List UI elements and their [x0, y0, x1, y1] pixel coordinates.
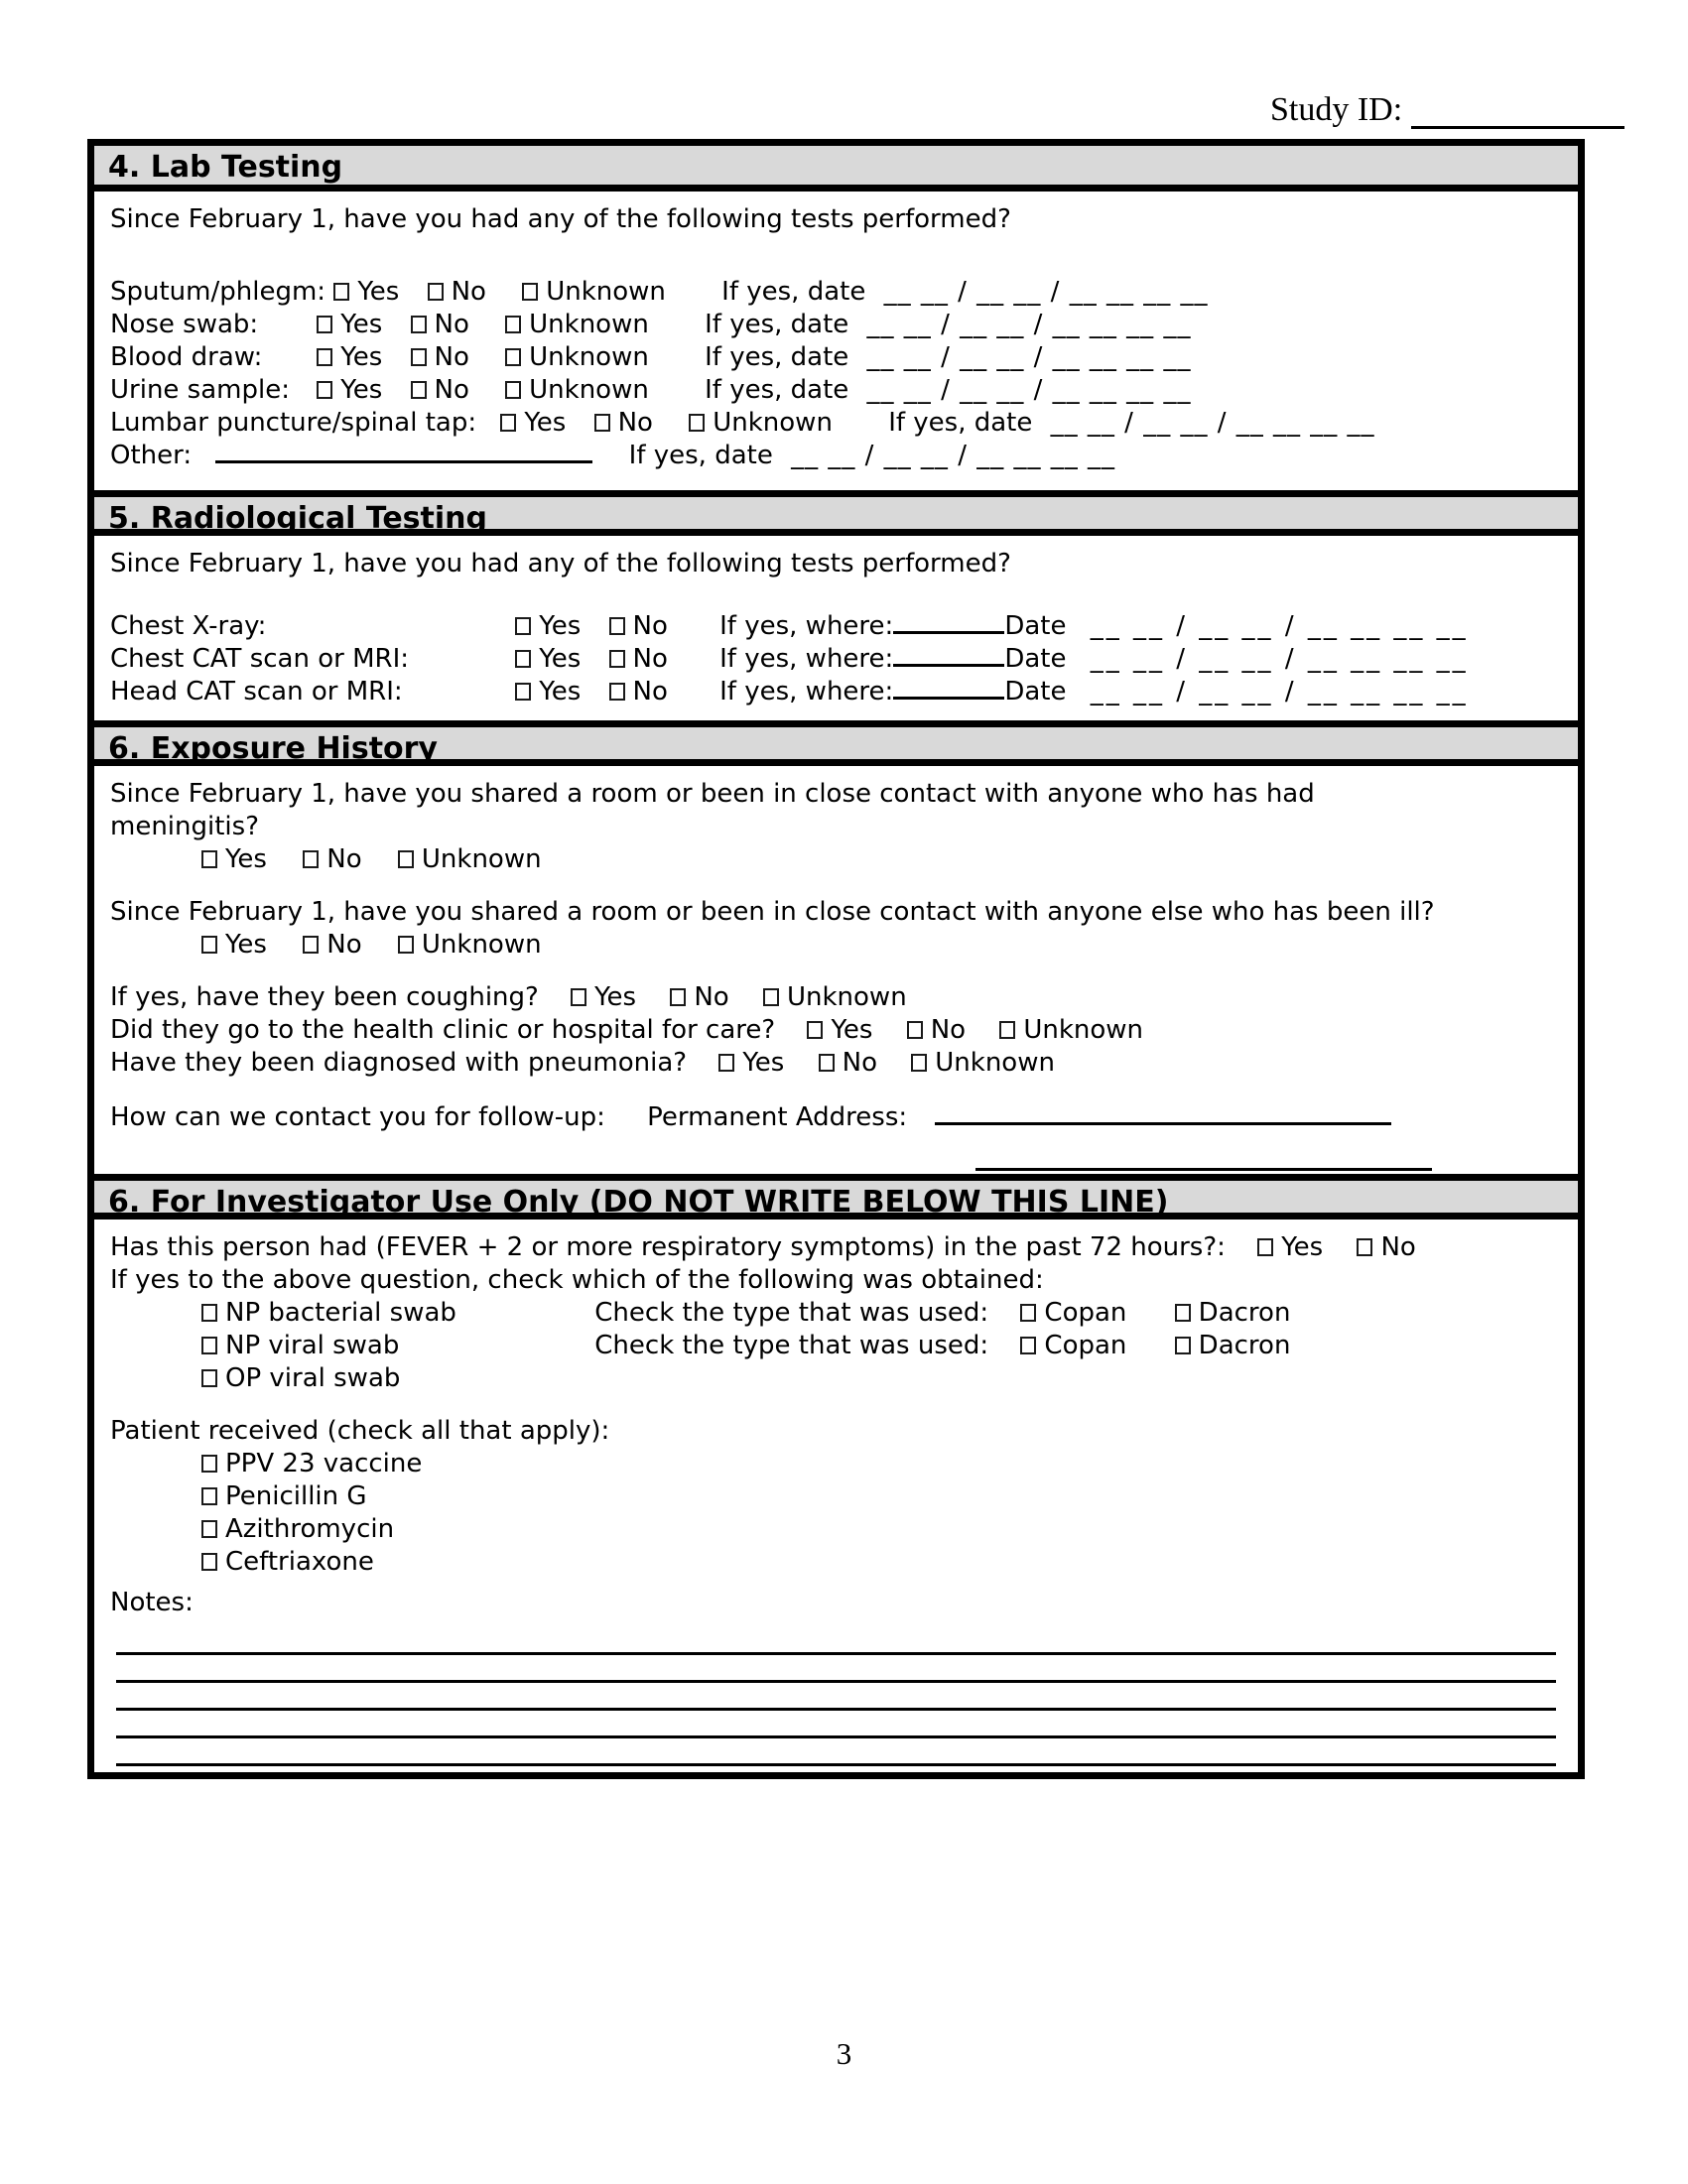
no-checkbox[interactable] — [670, 988, 686, 1006]
yes-label: Yes — [340, 375, 383, 405]
unknown-option — [505, 310, 649, 339]
date-blanks[interactable]: __ __ / __ __ / __ __ __ __ — [866, 342, 1192, 372]
yes-option — [515, 644, 581, 674]
yes-label: Yes — [539, 611, 582, 641]
date-blanks[interactable]: __ __ / __ __ / __ __ __ __ — [1090, 677, 1469, 707]
nose-swab-label: Nose swab: — [110, 310, 259, 339]
penicillin-checkbox[interactable] — [201, 1487, 217, 1505]
sputum-label: Sputum/phlegm: — [110, 277, 326, 307]
notes-line[interactable] — [116, 1683, 1556, 1711]
study-id-header — [1270, 91, 1624, 129]
unknown-option — [522, 277, 666, 307]
coughing-question: If yes, have they been coughing? — [110, 982, 539, 1012]
investigator-section-title: 6. For Investigator Use Only (DO NOT WRITE BELOW THIS LINE) — [108, 1185, 1169, 1220]
yes-checkbox[interactable] — [317, 316, 332, 333]
unknown-checkbox[interactable] — [522, 283, 538, 301]
permanent-address-blank-2[interactable] — [975, 1134, 1432, 1171]
no-checkbox[interactable] — [819, 1054, 835, 1072]
chest-cat-row — [110, 643, 1562, 676]
yes-label: Yes — [340, 310, 383, 339]
yes-option — [317, 342, 382, 372]
date-blanks[interactable]: __ __ / __ __ / __ __ __ __ — [791, 441, 1116, 470]
yes-checkbox[interactable] — [333, 283, 349, 301]
unknown-checkbox[interactable] — [398, 936, 414, 954]
no-option — [609, 644, 668, 674]
yes-checkbox[interactable] — [718, 1054, 734, 1072]
exposure-section-title: 6. Exposure History — [108, 731, 438, 766]
no-checkbox[interactable] — [609, 617, 625, 635]
notes-label: Notes: — [110, 1588, 194, 1617]
sputum-row — [110, 276, 1562, 309]
date-blanks[interactable]: __ __ / __ __ / __ __ __ __ — [1050, 408, 1375, 438]
followup-label: How can we contact you for follow-up: — [110, 1102, 605, 1132]
no-option — [609, 611, 668, 641]
yes-checkbox[interactable] — [201, 850, 217, 868]
copan-option — [1020, 1298, 1126, 1328]
where-blank[interactable] — [893, 644, 1004, 667]
unknown-checkbox[interactable] — [689, 414, 705, 432]
check-type-label: Check the type that was used: — [594, 1298, 989, 1328]
copan-checkbox[interactable] — [1020, 1304, 1036, 1322]
no-checkbox[interactable] — [411, 316, 427, 333]
no-option — [819, 1048, 877, 1078]
no-option — [670, 982, 728, 1012]
no-option — [1357, 1232, 1415, 1262]
study-id-blank[interactable] — [1411, 92, 1624, 129]
chest-cat-label: Chest CAT scan or MRI: — [110, 644, 410, 674]
other-test-row — [110, 440, 1562, 472]
no-label: No — [632, 611, 668, 641]
no-option — [411, 310, 469, 339]
no-option — [411, 342, 469, 372]
exposure-question-ill: Since February 1, have you shared a room or been in close contact with anyone else who has been ill? — [110, 897, 1435, 927]
yes-checkbox[interactable] — [515, 683, 531, 701]
unknown-label: Unknown — [421, 930, 542, 960]
section-header-investigator — [94, 1174, 1578, 1220]
radiology-section-title: 5. Radiological Testing — [108, 501, 487, 536]
no-checkbox[interactable] — [609, 650, 625, 668]
np-viral-swab-option — [201, 1330, 567, 1362]
other-test-label: Other: — [110, 441, 193, 470]
dacron-option — [1175, 1298, 1291, 1328]
unknown-checkbox[interactable] — [999, 1021, 1015, 1039]
copan-checkbox[interactable] — [1020, 1337, 1036, 1354]
np-viral-swab-checkbox[interactable] — [201, 1337, 217, 1354]
section-header-exposure — [94, 720, 1578, 766]
date-blanks[interactable]: __ __ / __ __ / __ __ __ __ — [1090, 611, 1469, 641]
ill-answers — [110, 929, 1562, 962]
no-option — [907, 1015, 966, 1045]
no-label: No — [617, 408, 653, 438]
date-blanks[interactable]: __ __ / __ __ / __ __ __ __ — [1090, 644, 1469, 674]
no-checkbox[interactable] — [594, 414, 610, 432]
no-label: No — [694, 982, 729, 1012]
meningitis-answers — [110, 843, 1562, 876]
yes-checkbox[interactable] — [317, 381, 332, 399]
no-label: No — [326, 844, 362, 874]
unknown-option — [505, 375, 649, 405]
azithromycin-checkbox[interactable] — [201, 1520, 217, 1538]
yes-option — [333, 277, 399, 307]
head-cat-label: Head CAT scan or MRI: — [110, 677, 403, 707]
chest-xray-label: Chest X-ray: — [110, 611, 267, 641]
copan-label: Copan — [1044, 1298, 1127, 1328]
unknown-label: Unknown — [529, 342, 649, 372]
ppv23-checkbox[interactable] — [201, 1455, 217, 1473]
no-checkbox[interactable] — [411, 348, 427, 366]
unknown-label: Unknown — [713, 408, 833, 438]
no-checkbox[interactable] — [411, 381, 427, 399]
np-bacterial-swab-label: NP bacterial swab — [225, 1298, 456, 1328]
copan-option — [1020, 1331, 1126, 1360]
no-label: No — [1380, 1232, 1416, 1262]
if-yes-where-label: If yes, where: — [719, 611, 894, 641]
date-word: Date — [1004, 644, 1067, 674]
penicillin-row — [201, 1480, 1562, 1513]
op-viral-swab-checkbox[interactable] — [201, 1369, 217, 1387]
unknown-option — [398, 930, 542, 960]
no-label: No — [434, 342, 469, 372]
chest-xray-row — [110, 610, 1562, 643]
azithromycin-row — [201, 1513, 1562, 1546]
followup-row — [110, 1101, 1562, 1134]
if-yes-date-label: If yes, date — [888, 408, 1033, 438]
unknown-option — [763, 982, 907, 1012]
ppv23-row — [201, 1448, 1562, 1480]
unknown-checkbox[interactable] — [505, 316, 521, 333]
np-bacterial-swab-row — [110, 1297, 1562, 1330]
section-body-exposure — [94, 766, 1578, 1174]
yes-checkbox[interactable] — [515, 617, 531, 635]
unknown-option — [911, 1048, 1055, 1078]
where-blank[interactable] — [893, 611, 1004, 634]
yes-option — [718, 1048, 784, 1078]
coughing-question-row — [110, 981, 1562, 1014]
urine-sample-row — [110, 374, 1562, 407]
if-yes-where-label: If yes, where: — [719, 644, 894, 674]
blood-draw-row — [110, 341, 1562, 374]
no-checkbox[interactable] — [303, 850, 319, 868]
head-cat-row — [110, 676, 1562, 708]
penicillin-label: Penicillin G — [225, 1481, 367, 1511]
blood-draw-label: Blood draw: — [110, 342, 263, 372]
if-yes-date-label: If yes, date — [705, 375, 849, 405]
yes-option — [515, 677, 581, 707]
no-checkbox[interactable] — [609, 683, 625, 701]
dacron-label: Dacron — [1198, 1298, 1291, 1328]
lumbar-puncture-label: Lumbar puncture/spinal tap: — [110, 408, 477, 438]
no-label: No — [326, 930, 362, 960]
yes-label: Yes — [225, 930, 267, 960]
yes-option — [1257, 1232, 1323, 1262]
no-option — [303, 844, 361, 874]
nose-swab-row — [110, 309, 1562, 341]
yes-checkbox[interactable] — [317, 348, 332, 366]
dacron-option — [1175, 1331, 1291, 1360]
patient-received-label: Patient received (check all that apply): — [110, 1416, 610, 1446]
notes-line[interactable] — [116, 1655, 1556, 1683]
np-viral-swab-label: NP viral swab — [225, 1331, 400, 1360]
notes-line[interactable] — [116, 1738, 1556, 1766]
radiology-intro: Since February 1, have you had any of the following tests performed? — [110, 549, 1011, 578]
yes-label: Yes — [539, 677, 582, 707]
unknown-label: Unknown — [935, 1048, 1055, 1078]
yes-option — [807, 1015, 872, 1045]
if-yes-date-label: If yes, date — [721, 277, 866, 307]
yes-checkbox[interactable] — [515, 650, 531, 668]
yes-option — [515, 611, 581, 641]
yes-option — [201, 930, 267, 960]
permanent-address-label: Permanent Address: — [647, 1102, 908, 1132]
lumbar-puncture-row — [110, 407, 1562, 440]
no-checkbox[interactable] — [303, 936, 319, 954]
date-word: Date — [1004, 677, 1067, 707]
yes-label: Yes — [340, 342, 383, 372]
yes-checkbox[interactable] — [500, 414, 516, 432]
no-checkbox[interactable] — [1357, 1238, 1372, 1256]
no-label: No — [842, 1048, 877, 1078]
where-blank[interactable] — [893, 677, 1004, 700]
no-label: No — [434, 375, 469, 405]
unknown-label: Unknown — [546, 277, 666, 307]
date-blanks[interactable]: __ __ / __ __ / __ __ __ __ — [866, 375, 1192, 405]
unknown-checkbox[interactable] — [398, 850, 414, 868]
no-option — [411, 375, 469, 405]
yes-checkbox[interactable] — [201, 936, 217, 954]
np-bacterial-swab-checkbox[interactable] — [201, 1304, 217, 1322]
ceftriaxone-label: Ceftriaxone — [225, 1547, 374, 1577]
unknown-label: Unknown — [1023, 1015, 1144, 1045]
yes-label: Yes — [357, 277, 400, 307]
copan-label: Copan — [1044, 1331, 1127, 1360]
yes-label: Yes — [524, 408, 567, 438]
notes-line[interactable] — [116, 1766, 1556, 1772]
unknown-label: Unknown — [529, 310, 649, 339]
date-blanks[interactable]: __ __ / __ __ / __ __ __ __ — [866, 310, 1192, 339]
section-body-radiology — [94, 536, 1578, 720]
check-type-label: Check the type that was used: — [594, 1331, 989, 1360]
if-yes-obtained-line: If yes to the above question, check which of the following was obtained: — [110, 1265, 1044, 1295]
op-viral-swab-option — [201, 1363, 400, 1393]
yes-label: Yes — [594, 982, 637, 1012]
yes-checkbox[interactable] — [807, 1021, 823, 1039]
unknown-option — [505, 342, 649, 372]
unknown-label: Unknown — [421, 844, 542, 874]
no-option — [303, 930, 361, 960]
section-header-radiology — [94, 490, 1578, 536]
yes-checkbox[interactable] — [571, 988, 586, 1006]
azithromycin-label: Azithromycin — [225, 1514, 395, 1544]
page-number: 3 — [836, 2036, 852, 2071]
yes-label: Yes — [831, 1015, 873, 1045]
unknown-option — [999, 1015, 1143, 1045]
ppv23-label: PPV 23 vaccine — [225, 1449, 423, 1478]
date-blanks[interactable]: __ __ / __ __ / __ __ __ __ — [883, 277, 1209, 307]
dacron-label: Dacron — [1198, 1331, 1291, 1360]
no-option — [609, 677, 668, 707]
yes-option — [201, 844, 267, 874]
unknown-checkbox[interactable] — [505, 348, 521, 366]
pneumonia-question-row — [110, 1047, 1562, 1080]
permanent-address-blank-1[interactable] — [935, 1102, 1391, 1125]
yes-option — [317, 375, 382, 405]
no-checkbox[interactable] — [907, 1021, 923, 1039]
np-bacterial-swab-option — [201, 1297, 567, 1330]
dacron-checkbox[interactable] — [1175, 1337, 1191, 1354]
yes-option — [500, 408, 566, 438]
no-label: No — [632, 677, 668, 707]
if-yes-date-label: If yes, date — [705, 310, 849, 339]
notes-line[interactable] — [116, 1627, 1556, 1655]
unknown-checkbox[interactable] — [911, 1054, 927, 1072]
section-body-investigator — [94, 1220, 1578, 1772]
clinic-question: Did they go to the health clinic or hospital for care? — [110, 1015, 776, 1045]
form-table — [87, 139, 1585, 1779]
yes-label: Yes — [539, 644, 582, 674]
op-viral-swab-label: OP viral swab — [225, 1363, 401, 1393]
yes-option — [317, 310, 382, 339]
unknown-option — [398, 844, 542, 874]
notes-line[interactable] — [116, 1711, 1556, 1738]
op-viral-swab-row — [110, 1362, 1562, 1395]
no-option — [594, 408, 653, 438]
yes-option — [571, 982, 636, 1012]
no-label: No — [930, 1015, 967, 1045]
unknown-checkbox[interactable] — [505, 381, 521, 399]
yes-checkbox[interactable] — [1257, 1238, 1273, 1256]
no-checkbox[interactable] — [428, 283, 444, 301]
received-items — [110, 1448, 1562, 1579]
if-yes-date-label: If yes, date — [628, 441, 773, 470]
clinic-question-row — [110, 1014, 1562, 1047]
exposure-question-meningitis: Since February 1, have you shared a room or been in close contact with anyone who has had meningitis? — [110, 779, 1315, 841]
lab-section-title: 4. Lab Testing — [108, 150, 343, 185]
if-yes-date-label: If yes, date — [705, 342, 849, 372]
yes-label: Yes — [1281, 1232, 1324, 1262]
unknown-label: Unknown — [529, 375, 649, 405]
no-label: No — [434, 310, 469, 339]
if-yes-where-label: If yes, where: — [719, 677, 894, 707]
fever-question-row — [110, 1231, 1562, 1264]
fever-question: Has this person had (FEVER + 2 or more respiratory symptoms) in the past 72 hours?: — [110, 1232, 1226, 1262]
unknown-label: Unknown — [786, 982, 907, 1012]
no-label: No — [632, 644, 668, 674]
dacron-checkbox[interactable] — [1175, 1304, 1191, 1322]
section-header-lab — [94, 146, 1578, 192]
np-viral-swab-row — [110, 1330, 1562, 1362]
other-test-blank[interactable] — [215, 441, 592, 463]
pneumonia-question: Have they been diagnosed with pneumonia? — [110, 1048, 688, 1078]
unknown-checkbox[interactable] — [763, 988, 779, 1006]
urine-sample-label: Urine sample: — [110, 375, 290, 405]
section-body-lab — [94, 192, 1578, 490]
yes-label: Yes — [742, 1048, 785, 1078]
study-id-label: Study ID: — [1270, 91, 1403, 128]
no-label: No — [451, 277, 486, 307]
ceftriaxone-checkbox[interactable] — [201, 1553, 217, 1571]
date-word: Date — [1004, 611, 1067, 641]
unknown-option — [689, 408, 833, 438]
no-option — [428, 277, 486, 307]
ceftriaxone-row — [201, 1546, 1562, 1579]
lab-intro: Since February 1, have you had any of the following tests performed? — [110, 204, 1011, 234]
yes-label: Yes — [225, 844, 267, 874]
